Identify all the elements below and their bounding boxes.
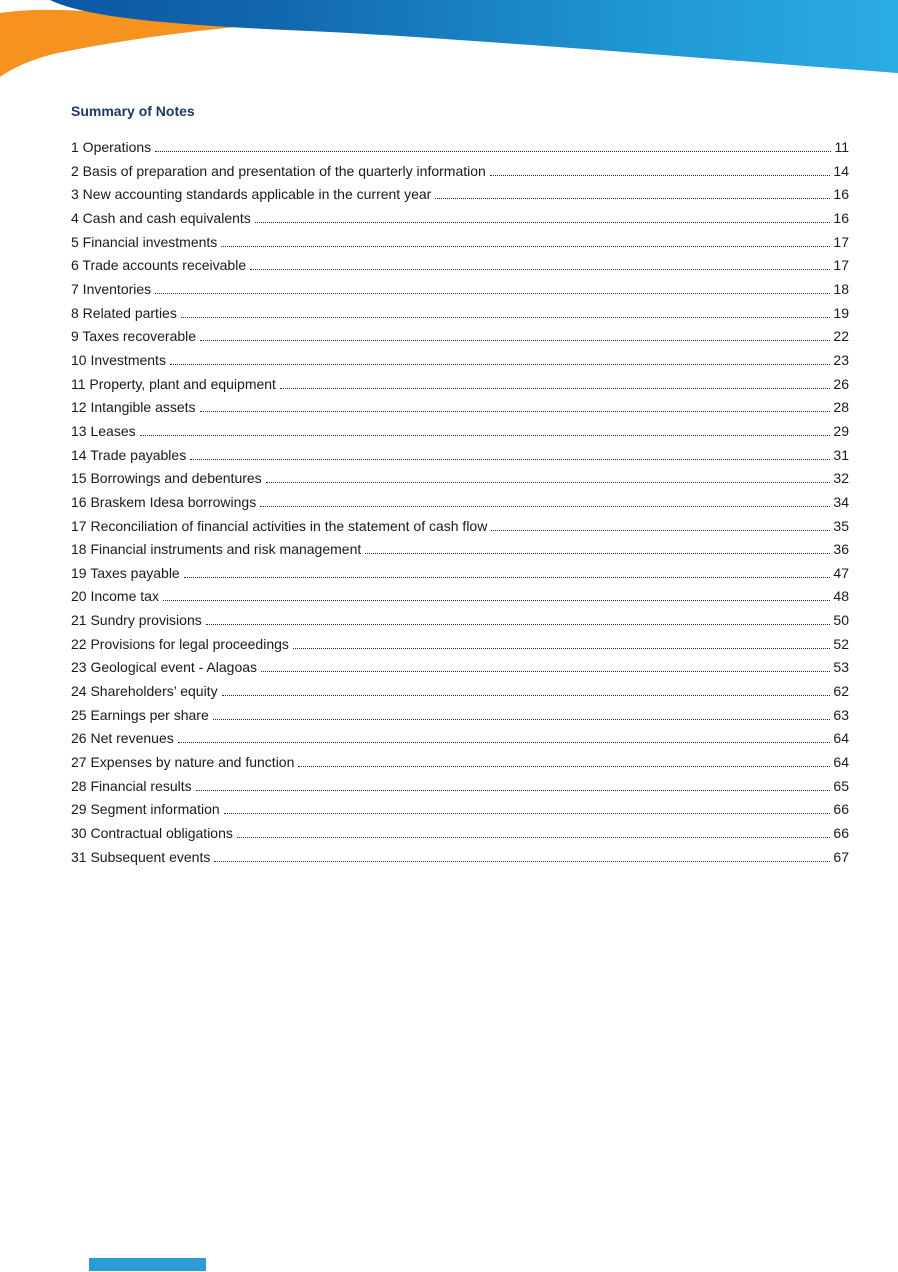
toc-dot-leader (155, 292, 830, 294)
toc-entry-page-number: 18 (833, 280, 849, 297)
toc-entry[interactable] (71, 352, 849, 376)
toc-entry[interactable] (71, 376, 849, 400)
toc-dot-leader (491, 529, 830, 531)
toc-entry-label: 9 Taxes recoverable (71, 328, 197, 345)
blue-swoosh-shape (50, 0, 898, 73)
toc-dot-leader (280, 387, 830, 389)
toc-dot-leader (365, 552, 830, 554)
toc-dot-leader (490, 174, 831, 176)
toc-entry[interactable] (71, 163, 849, 187)
toc-entry[interactable] (71, 849, 849, 873)
toc-entry[interactable] (71, 801, 849, 825)
toc-entry[interactable] (71, 659, 849, 683)
toc-entry-label: 1 Operations (71, 139, 152, 155)
toc-entry-page-number: 34 (833, 493, 849, 510)
toc-dot-leader (237, 836, 831, 838)
toc-entry-label: 28 Financial results (71, 777, 192, 794)
toc-dot-leader (260, 505, 830, 507)
toc-entry-label: 3 New accounting standards applicable in the current year (71, 186, 432, 203)
toc-entry-page-number: 29 (833, 422, 849, 439)
toc-dot-leader (266, 481, 831, 483)
toc-entry-label: 24 Shareholders’ equity (71, 683, 218, 700)
toc-entry-label: 14 Trade payables (71, 446, 187, 463)
toc-entry-page-number: 14 (833, 162, 849, 179)
toc-dot-leader (222, 694, 831, 696)
toc-dot-leader (213, 718, 831, 720)
toc-entry[interactable] (71, 139, 849, 163)
toc-entry-page-number: 47 (833, 564, 849, 581)
toc-entry-label: 13 Leases (71, 422, 136, 439)
toc-dot-leader (206, 623, 831, 625)
toc-entry[interactable] (71, 234, 849, 258)
toc-entry[interactable] (71, 399, 849, 423)
toc-entry[interactable] (71, 565, 849, 589)
toc-entry-page-number: 16 (833, 186, 849, 203)
toc-entry-label: 31 Subsequent events (71, 848, 211, 865)
toc-entry-page-number: 53 (833, 659, 849, 676)
toc-entry[interactable] (71, 730, 849, 754)
toc-entry-label: 8 Related parties (71, 304, 177, 321)
toc-entry-label: 7 Inventories (71, 280, 152, 297)
toc-entry[interactable] (71, 257, 849, 281)
toc-entry[interactable] (71, 636, 849, 660)
toc-entry-page-number: 17 (833, 233, 849, 250)
header-swoosh-graphic (0, 0, 898, 90)
toc-dot-leader (163, 599, 830, 601)
toc-dot-leader (196, 789, 831, 791)
toc-entry-label: 15 Borrowings and debentures (71, 470, 262, 487)
toc-entry-label: 19 Taxes payable (71, 564, 180, 581)
toc-entry-label: 22 Provisions for legal proceedings (71, 635, 289, 652)
toc-entry-page-number: 52 (833, 635, 849, 652)
toc-entry[interactable] (71, 683, 849, 707)
toc-dot-leader (261, 670, 830, 672)
toc-entry-label: 18 Financial instruments and risk management (71, 541, 362, 558)
toc-entry-label: 6 Trade accounts receivable (71, 257, 247, 274)
page-title: Summary of Notes (71, 103, 195, 119)
toc-entry-page-number: 66 (833, 825, 849, 842)
toc-dot-leader (200, 339, 830, 341)
toc-dot-leader (184, 576, 831, 578)
toc-entry-label: 2 Basis of preparation and presentation of the quarterly information (71, 162, 486, 179)
toc-dot-leader (155, 150, 831, 152)
toc-entry[interactable] (71, 518, 849, 542)
toc-dot-leader (221, 245, 830, 247)
toc-entry-page-number: 66 (833, 801, 849, 818)
toc-entry-page-number: 11 (834, 139, 849, 155)
toc-entry-page-number: 26 (833, 375, 849, 392)
toc-entry-page-number: 17 (833, 257, 849, 274)
toc-entry-page-number: 48 (833, 588, 849, 605)
toc-entry-page-number: 31 (833, 446, 849, 463)
toc-dot-leader (293, 647, 831, 649)
toc-dot-leader (181, 316, 831, 318)
toc-entry-label: 4 Cash and cash equivalents (71, 209, 251, 226)
toc-entry-page-number: 67 (833, 848, 849, 865)
toc-entry-label: 17 Reconciliation of financial activities in the statement of cash flow (71, 517, 488, 534)
toc-entry-label: 21 Sundry provisions (71, 612, 202, 629)
toc-entry[interactable] (71, 494, 849, 518)
toc-dot-leader (435, 197, 830, 199)
toc-entry-label: 30 Contractual obligations (71, 825, 233, 842)
toc-entry[interactable] (71, 423, 849, 447)
toc-entry[interactable] (71, 588, 849, 612)
toc-entry[interactable] (71, 541, 849, 565)
toc-entry-page-number: 19 (833, 304, 849, 321)
toc-entry-page-number: 63 (833, 706, 849, 723)
toc-entry-page-number: 28 (833, 399, 849, 416)
toc-entry[interactable] (71, 281, 849, 305)
toc-entry-label: 10 Investments (71, 351, 166, 368)
toc-entry[interactable] (71, 210, 849, 234)
toc-entry[interactable] (71, 707, 849, 731)
toc-dot-leader (250, 268, 830, 270)
table-of-contents (71, 139, 849, 872)
toc-dot-leader (170, 363, 830, 365)
toc-entry[interactable] (71, 470, 849, 494)
toc-entry-label: 23 Geological event - Alagoas (71, 659, 258, 676)
toc-dot-leader (224, 812, 831, 814)
toc-entry-label: 25 Earnings per share (71, 706, 209, 723)
toc-entry-label: 26 Net revenues (71, 730, 174, 747)
toc-entry-page-number: 64 (833, 730, 849, 747)
toc-dot-leader (298, 765, 830, 767)
toc-entry-page-number: 50 (833, 612, 849, 629)
toc-entry-label: 11 Property, plant and equipment (71, 375, 276, 392)
toc-entry-page-number: 22 (833, 328, 849, 345)
toc-entry[interactable] (71, 754, 849, 778)
toc-entry[interactable] (71, 612, 849, 636)
toc-entry-page-number: 16 (833, 209, 849, 226)
toc-entry-page-number: 23 (833, 351, 849, 368)
toc-entry-page-number: 35 (833, 517, 849, 534)
toc-dot-leader (140, 434, 831, 436)
toc-entry[interactable] (71, 825, 849, 849)
toc-entry-label: 27 Expenses by nature and function (71, 754, 295, 771)
toc-dot-leader (214, 860, 830, 862)
footer-accent-bar (89, 1258, 206, 1271)
toc-entry-page-number: 65 (833, 777, 849, 794)
toc-entry-page-number: 64 (833, 754, 849, 771)
toc-dot-leader (178, 741, 831, 743)
toc-entry[interactable] (71, 305, 849, 329)
toc-entry-label: 20 Income tax (71, 588, 159, 605)
toc-entry[interactable] (71, 328, 849, 352)
toc-entry-label: 12 Intangible assets (71, 399, 196, 416)
toc-entry-label: 29 Segment information (71, 801, 220, 818)
toc-entry-label: 16 Braskem Idesa borrowings (71, 493, 257, 510)
toc-dot-leader (190, 458, 830, 460)
toc-dot-leader (255, 221, 831, 223)
toc-entry-page-number: 36 (833, 541, 849, 558)
toc-entry[interactable] (71, 186, 849, 210)
toc-dot-leader (200, 410, 831, 412)
toc-entry-page-number: 62 (833, 683, 849, 700)
toc-entry-page-number: 32 (833, 470, 849, 487)
toc-entry-label: 5 Financial investments (71, 233, 218, 250)
content-area (71, 103, 849, 872)
toc-entry[interactable] (71, 447, 849, 471)
toc-entry[interactable] (71, 778, 849, 802)
